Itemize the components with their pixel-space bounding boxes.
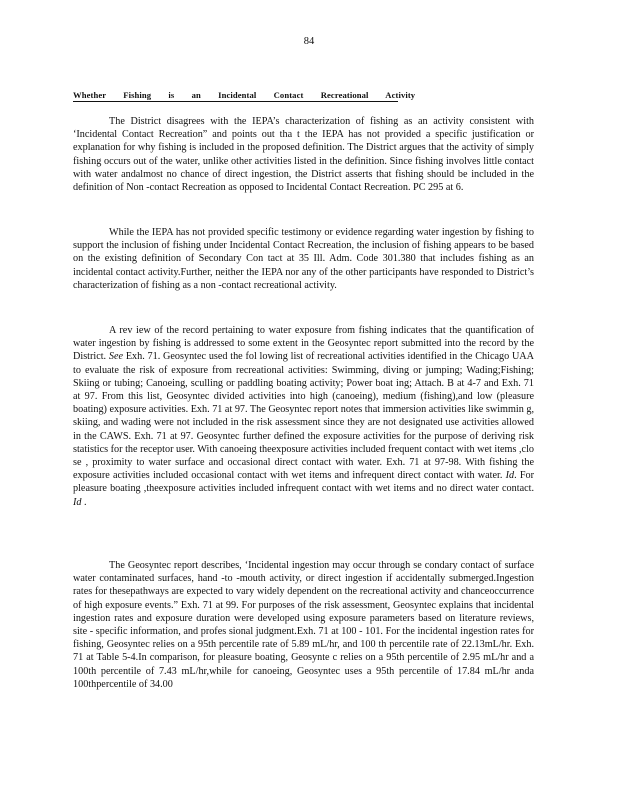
paragraph-text-end: . <box>84 496 87 508</box>
page-number: 84 <box>303 36 315 47</box>
paragraph-text: The District disagrees with the IEPA’s characterization of fishing as an activity consistent with ‘Incidental Contact Recreation” and points out tha t the IEPA has not provided a specific justification or explanation for why fishing is included in the proposed definition. The District argues that the activity of simply fishing occurs out of the water, unlike other activities listed in the definition. Since fishing involves little contact with water andalmost no chance of direct ingestion, the District asserts that fishing should be included in the definition of Non -contact Recreation as opposed to Incidental Contact Recreation. PC 295 at 6. <box>73 116 534 194</box>
section-heading: Whether Fishing is an Incidental Contact Recreational Activity <box>73 90 416 100</box>
paragraph-fishing-characterization <box>73 115 534 194</box>
paragraph-record-review <box>73 324 534 509</box>
citation-signal-see: See <box>108 351 124 363</box>
paragraph-text-start: A rev iew of the record pertaining to water exposure from fishing indicates that the quantification of water ingestion by fishing is addressed to some extent in the Geosyntec report submitted into the record by the District. <box>73 325 534 363</box>
paragraph-ingestion-rates <box>73 559 534 691</box>
citation-id-2: Id <box>73 496 82 508</box>
paragraph-iepa-definition <box>73 226 534 292</box>
paragraph-text: The Geosyntec report describes, ‘Incidental ingestion may occur through se condary contact of surface water contaminated surfaces, hand -to -mouth activity, or direct ingestion if accidentally submerged.Ingestion rates for thesepathways are expected to vary widely dependent on the recreational activity and chanceoccurrence of high exposure events.” Exh. 71 at 99. For purposes of the risk assessment, Geosyntec explains that incidental ingestion rates and exposure duration were developed using exposure parameters based on literature reviews, site - specific information, and profes sional judgment.Exh. 71 at 100 - 101. For the incidental ingestion rates for fishing, Geosyntec relies on a 95th percentile rate of 5.89 mL/hr, and 100 th percentile rate of 22.13mL/hr. Exh. 71 at Table 5-4.In comparison, for pleasure boating, Geosynte c relies on a 95th percentile of 2.95 mL/hr and a 100th percentile of 7.43 mL/hr,while for canoeing, Geosyntec uses a 95th percentile of 17.84 mL/hr anda 100thpercentile of 34.00 <box>73 560 534 690</box>
citation-id-1: Id <box>505 470 515 482</box>
paragraph-text-middle: Exh. 71. Geosyntec used the fol lowing list of recreational activities identified in the Chicago UAA to evaluate the risk of exposure from recreational activities: Swimming, diving or jumping; Wading;Fishing; Skiing or tubing; Canoeing, sculling or paddling boating activity; Power boat ing; Attach. B at 4-7 and Exh. 71 at 97. From this list, Geosyntec divided activities into high (canoeing), medium (fishing),and low (pleasure boating) exposure activities. Exh. 71 at 97. The Geosyntec report notes that immersion activities like swimmin g, skiing, and wading were not included in the risk assessment since they are not designated use activities allowed in the CAWS. Exh. 71 at 97. Geosyntec further defined the exposure activities for the purpose of deriving risk statistics for the receptor user. With canoeing theexposure activities included frequent contact with wet items ,clo se , proximity to water surface and occasional direct contact with water. Exh. 71 at 97-98. With fishing the exposure activities included occasional contact with wet items and infrequent direct contact with water. <box>73 351 535 482</box>
paragraph-text: While the IEPA has not provided specific testimony or evidence regarding water ingestion by fishing to support the inclusion of fishing under Incidental Contact Recreation, the inclusion of fishing appears to be based on the existing definition of Secondary Con tact at 35 Ill. Adm. Code 301.380 that includes fishing as an incidental contact activity.Further, neither the IEPA nor any of the other participants have responded to District’s characterization of fishing as a non -contact recreational activity. <box>73 227 534 291</box>
paragraph-text-middle-2: . For pleasure boating ,theexposure activities included infrequent contact with wet items and no direct water contact. <box>73 470 535 495</box>
